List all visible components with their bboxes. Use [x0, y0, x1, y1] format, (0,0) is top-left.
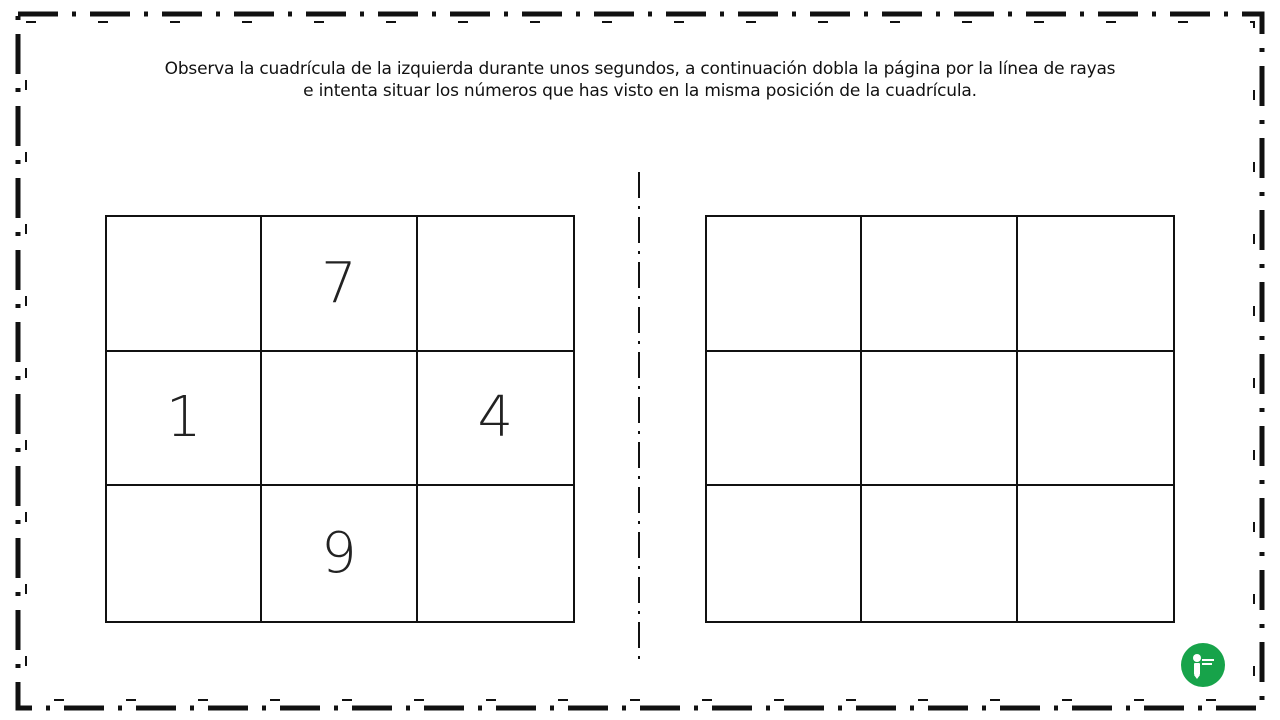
memory-cell [418, 217, 573, 352]
memory-cell: 7 [262, 217, 417, 352]
pencil-logo-icon [1181, 643, 1225, 687]
memory-cell [107, 217, 262, 352]
answer-cell[interactable] [862, 352, 1017, 487]
answer-grid [705, 215, 1175, 623]
answer-cell[interactable] [707, 352, 862, 487]
instructions-line-1: Observa la cuadrícula de la izquierda durante unos segundos, a continuación dobla la página por la línea de rayas [164, 59, 1116, 79]
memory-cell [418, 486, 573, 621]
answer-cell[interactable] [1018, 352, 1173, 487]
memory-cell [107, 486, 262, 621]
answer-cell[interactable] [1018, 486, 1173, 621]
answer-cell[interactable] [862, 486, 1017, 621]
instructions-text [80, 58, 1200, 102]
fold-dashed-line [630, 172, 650, 666]
memory-cell: 1 [107, 352, 262, 487]
answer-cell[interactable] [707, 486, 862, 621]
answer-cell[interactable] [1018, 217, 1173, 352]
memory-grid [105, 215, 575, 623]
memory-cell: 4 [418, 352, 573, 487]
memory-cell [262, 352, 417, 487]
instructions-line-2: e intenta situar los números que has visto en la misma posición de la cuadrícula. [303, 81, 977, 101]
answer-cell[interactable] [862, 217, 1017, 352]
memory-cell: 9 [262, 486, 417, 621]
answer-cell[interactable] [707, 217, 862, 352]
